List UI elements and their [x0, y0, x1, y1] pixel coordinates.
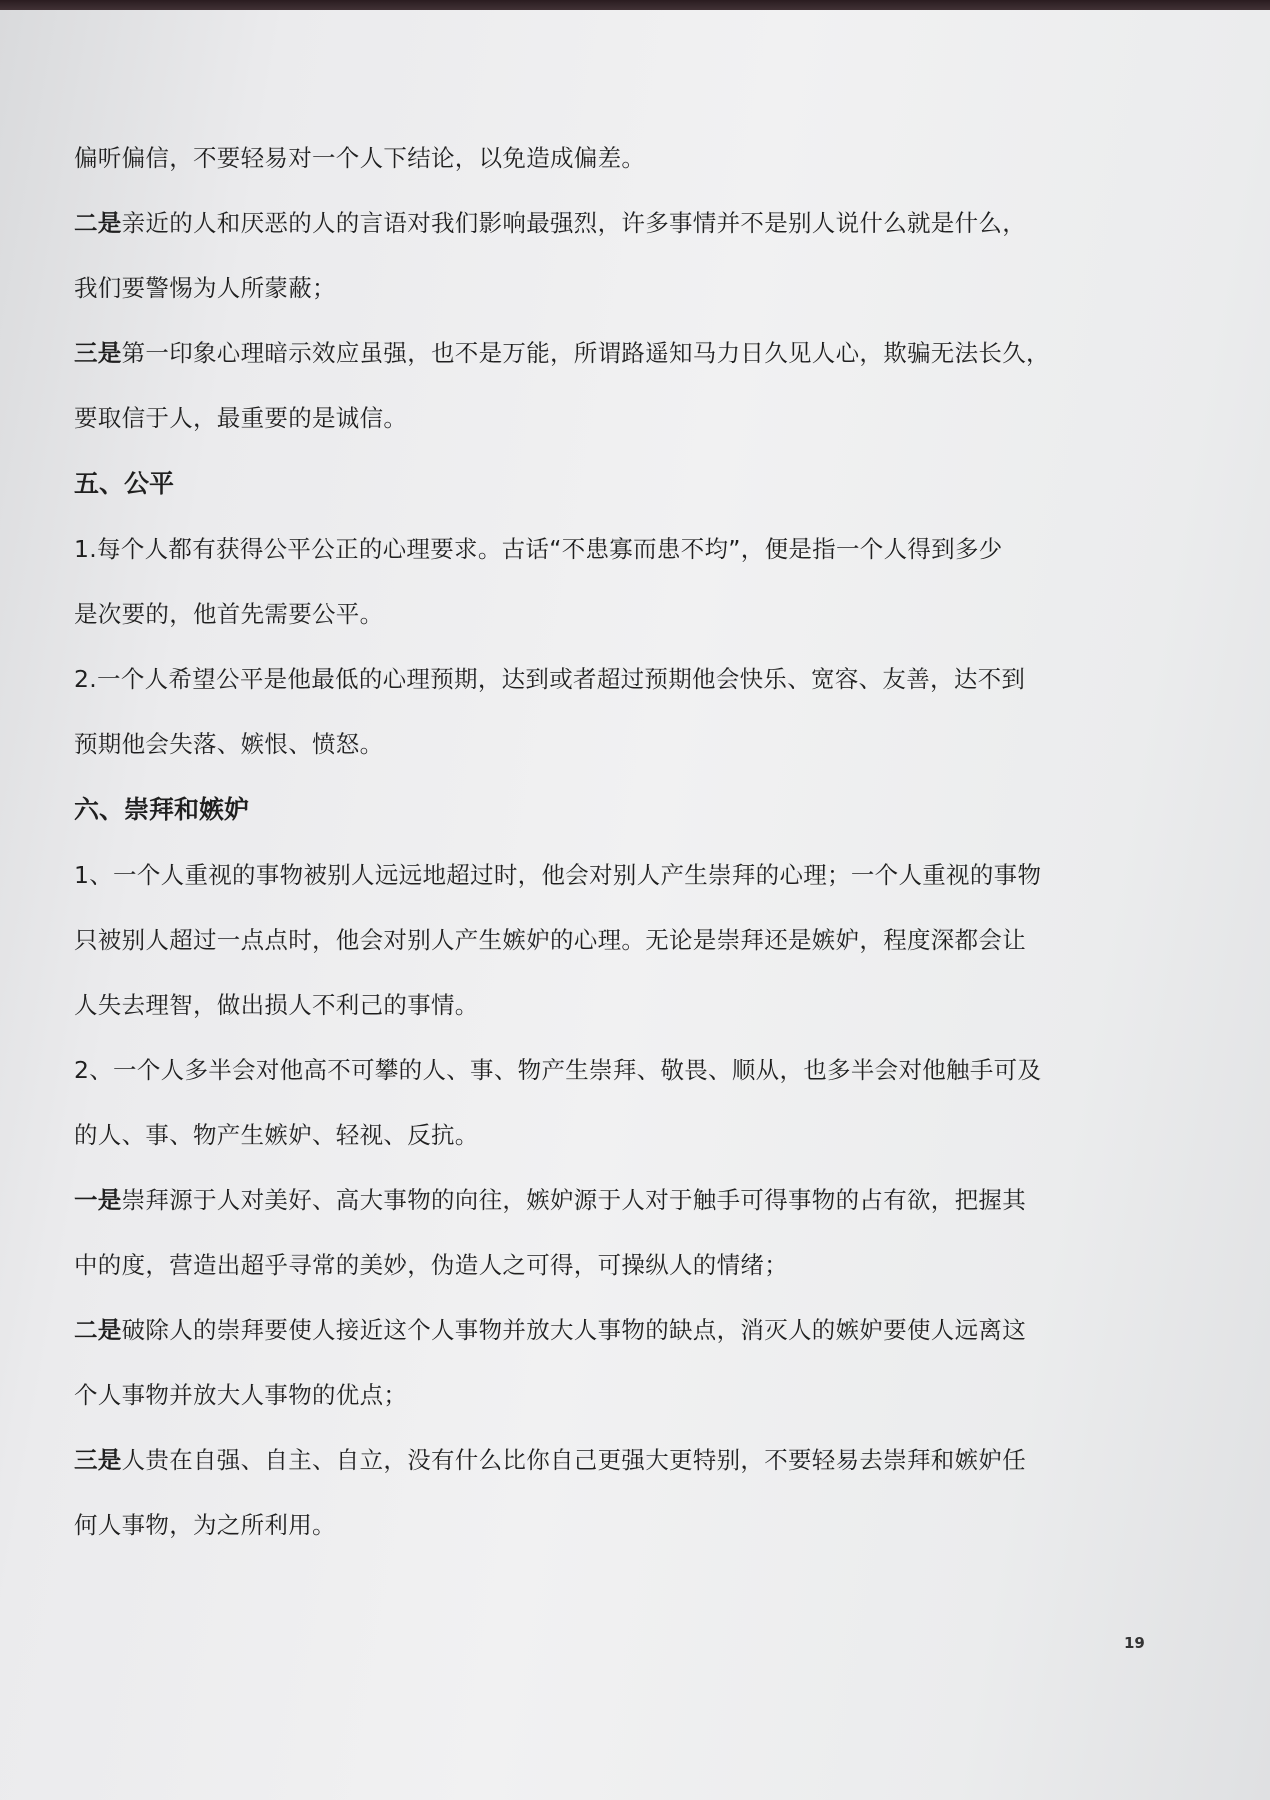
paragraph-line: [74, 1054, 1150, 1086]
paragraph-line: [74, 337, 1150, 369]
paragraph-line: [74, 728, 1150, 760]
line-text: 预期他会失落、嫉恨、愤怒。: [74, 730, 384, 758]
line-text: 我们要警惕为人所蒙蔽；: [74, 274, 336, 302]
line-text: 中的度，营造出超乎寻常的美妙，伪造人之可得，可操纵人的情绪；: [74, 1251, 788, 1279]
paragraph-line: [74, 1444, 1150, 1476]
paragraph-line: [74, 1249, 1150, 1281]
line-text: 2.一个人希望公平是他最低的心理预期，达到或者超过预期他会快乐、宽容、友善，达不到: [74, 665, 1026, 693]
paragraph-line: [74, 1184, 1150, 1216]
paragraph-line: [74, 663, 1150, 695]
line-text: 人失去理智，做出损人不利己的事情。: [74, 991, 479, 1019]
paragraph-line: [74, 402, 1150, 434]
line-text: 的人、事、物产生嫉妒、轻视、反抗。: [74, 1121, 479, 1149]
document-page: [0, 10, 1270, 1800]
lead-label: 二是: [74, 1316, 122, 1344]
section-heading-fairness: 五、公平: [74, 469, 175, 498]
line-text: 何人事物，为之所利用。: [74, 1511, 336, 1539]
paragraph-line: [74, 207, 1150, 239]
line-text: 亲近的人和厌恶的人的言语对我们影响最强烈，许多事情并不是别人说什么就是什么，: [121, 209, 1027, 237]
line-text: 只被别人超过一点点时，他会对别人产生嫉妒的心理。无论是崇拜还是嫉妒，程度深都会让: [74, 926, 1026, 954]
lead-label: 三是: [74, 339, 122, 367]
paragraph-line: [74, 989, 1150, 1021]
line-text: 1.每个人都有获得公平公正的心理要求。古话“不患寡而患不均”，便是指一个人得到多少: [74, 535, 1003, 563]
paragraph-line: [74, 598, 1150, 630]
paragraph-line: [74, 142, 1150, 174]
lead-label: 二是: [74, 209, 122, 237]
section-heading-worship-jealousy: 六、崇拜和嫉妒: [74, 795, 250, 824]
line-text: 偏听偏信，不要轻易对一个人下结论，以免造成偏差。: [74, 144, 646, 172]
page-content: [74, 142, 1150, 1574]
line-text: 崇拜源于人对美好、高大事物的向往，嫉妒源于人对于触手可得事物的占有欲，把握其: [121, 1186, 1027, 1214]
line-text: 个人事物并放大人事物的优点；: [74, 1381, 408, 1409]
line-text: 第一印象心理暗示效应虽强，也不是万能，所谓路遥知马力日久见人心，欺骗无法长久，: [121, 339, 1050, 367]
paragraph-line: [74, 859, 1150, 891]
line-text: 2、一个人多半会对他高不可攀的人、事、物产生崇拜、敬畏、顺从，也多半会对他触手可及: [74, 1056, 1042, 1084]
paragraph-line: [74, 533, 1150, 565]
line-text: 1、一个人重视的事物被别人远远地超过时，他会对别人产生崇拜的心理；一个人重视的事物: [74, 861, 1042, 889]
paragraph-line: [74, 1379, 1150, 1411]
paragraph-line: [74, 1509, 1150, 1541]
lead-label: 一是: [74, 1186, 122, 1214]
page-number: 19: [1124, 1634, 1145, 1652]
paragraph-line: [74, 924, 1150, 956]
lead-label: 三是: [74, 1446, 122, 1474]
paragraph-line: [74, 1314, 1150, 1346]
paragraph-line: [74, 1119, 1150, 1151]
line-text: 是次要的，他首先需要公平。: [74, 600, 384, 628]
line-text: 人贵在自强、自主、自立，没有什么比你自己更强大更特别，不要轻易去崇拜和嫉妒任: [121, 1446, 1027, 1474]
paragraph-line: [74, 272, 1150, 304]
line-text: 要取信于人，最重要的是诚信。: [74, 404, 408, 432]
line-text: 破除人的崇拜要使人接近这个人事物并放大人事物的缺点，消灭人的嫉妒要使人远离这: [121, 1316, 1027, 1344]
